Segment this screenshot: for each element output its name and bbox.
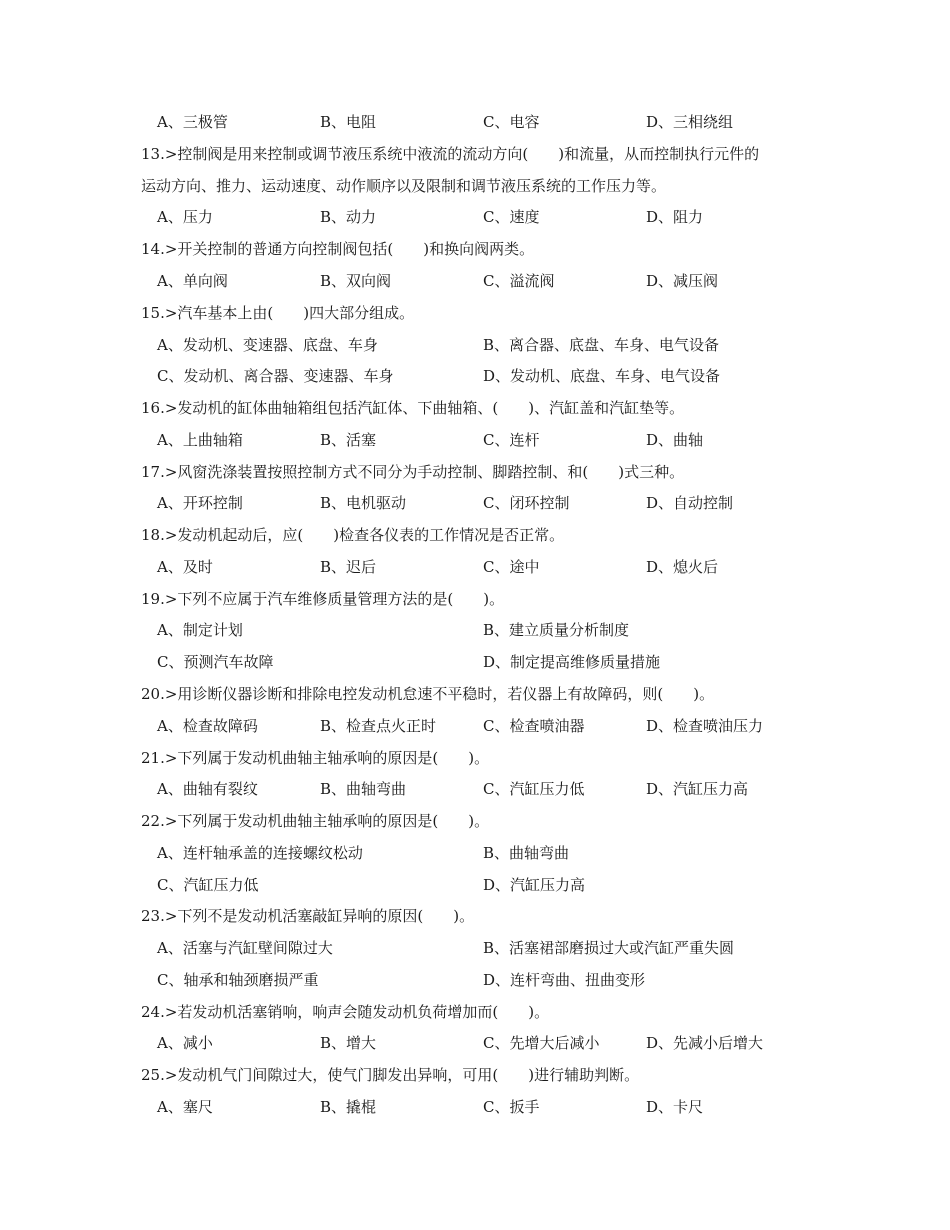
option-a: A、压力 <box>157 208 213 226</box>
question-24: 24.>若发动机活塞销响，响声会随发动机负荷增加而( )。 <box>141 1003 550 1021</box>
option-b: B、活塞裙部磨损过大或汽缸严重失圆 <box>483 939 735 957</box>
option-c: C、电容 <box>483 113 540 131</box>
option-b: B、检查点火正时 <box>320 717 437 735</box>
question-16: 16.>发动机的缸体曲轴箱组包括汽缸体、下曲轴箱、( )、汽缸盖和汽缸垫等。 <box>141 399 685 417</box>
option-b: B、活塞 <box>320 431 377 449</box>
question-15: 15.>汽车基本上由( )四大部分组成。 <box>141 304 415 322</box>
option-b: B、曲轴弯曲 <box>320 780 407 798</box>
option-a: A、发动机、变速器、底盘、车身 <box>157 336 378 354</box>
option-d: D、熄火后 <box>646 558 719 576</box>
option-a: A、曲轴有裂纹 <box>157 780 258 798</box>
option-c: C、检查喷油器 <box>483 717 585 735</box>
option-d: D、卡尺 <box>646 1098 704 1116</box>
option-d: D、三相绕组 <box>646 113 734 131</box>
question-13-continued: 运动方向、推力、运动速度、动作顺序以及限制和调节液压系统的工作压力等。 <box>141 177 667 195</box>
option-c: C、先增大后减小 <box>483 1034 600 1052</box>
option-a: A、检查故障码 <box>157 717 258 735</box>
question-21: 21.>下列属于发动机曲轴主轴承响的原因是( )。 <box>141 749 490 767</box>
option-a: A、开环控制 <box>157 494 243 512</box>
option-a: A、及时 <box>157 558 213 576</box>
option-d: D、制定提高维修质量措施 <box>483 653 661 671</box>
option-a: A、塞尺 <box>157 1098 213 1116</box>
option-d: D、汽缸压力高 <box>646 780 749 798</box>
question-20: 20.>用诊断仪器诊断和排除电控发动机怠速不平稳时，若仪器上有故障码，则( )。 <box>141 685 715 703</box>
option-c: C、预测汽车故障 <box>157 653 274 671</box>
option-d: D、检查喷油压力 <box>646 717 764 735</box>
option-c: C、扳手 <box>483 1098 540 1116</box>
option-a: A、上曲轴箱 <box>157 431 243 449</box>
option-c: C、溢流阀 <box>483 272 555 290</box>
question-17: 17.>风窗洗涤装置按照控制方式不同分为手动控制、脚踏控制、和( )式三种。 <box>141 463 685 481</box>
option-d: D、减压阀 <box>646 272 719 290</box>
option-b: B、增大 <box>320 1034 377 1052</box>
option-c: C、汽缸压力低 <box>157 876 259 894</box>
option-b: B、撬棍 <box>320 1098 377 1116</box>
option-c: C、速度 <box>483 208 540 226</box>
option-b: B、离合器、底盘、车身、电气设备 <box>483 336 720 354</box>
option-d: D、阻力 <box>646 208 704 226</box>
option-d: D、汽缸压力高 <box>483 876 586 894</box>
option-b: B、双向阀 <box>320 272 392 290</box>
option-b: B、电阻 <box>320 113 377 131</box>
question-13: 13.>控制阀是用来控制或调节液压系统中液流的流动方向( )和流量，从而控制执行元件的 <box>141 145 760 163</box>
option-d: D、连杆弯曲、扭曲变形 <box>483 971 646 989</box>
option-c: C、连杆 <box>483 431 540 449</box>
option-a: A、三极管 <box>157 113 228 131</box>
option-b: B、曲轴弯曲 <box>483 844 570 862</box>
option-a: A、活塞与汽缸壁间隙过大 <box>157 939 333 957</box>
question-14: 14.>开关控制的普通方向控制阀包括( )和换向阀两类。 <box>141 240 535 258</box>
option-c: C、汽缸压力低 <box>483 780 585 798</box>
option-b: B、动力 <box>320 208 377 226</box>
option-b: B、迟后 <box>320 558 377 576</box>
option-a: A、减小 <box>157 1034 213 1052</box>
option-a: A、制定计划 <box>157 621 243 639</box>
question-19: 19.>下列不应属于汽车维修质量管理方法的是( )。 <box>141 590 505 608</box>
option-c: C、途中 <box>483 558 540 576</box>
option-c: C、轴承和轴颈磨损严重 <box>157 971 319 989</box>
option-d: D、自动控制 <box>646 494 734 512</box>
option-b: B、建立质量分析制度 <box>483 621 630 639</box>
question-22: 22.>下列属于发动机曲轴主轴承响的原因是( )。 <box>141 812 490 830</box>
option-d: D、发动机、底盘、车身、电气设备 <box>483 367 721 385</box>
option-a: A、连杆轴承盖的连接螺纹松动 <box>157 844 363 862</box>
question-25: 25.>发动机气门间隙过大，使气门脚发出异响，可用( )进行辅助判断。 <box>141 1066 640 1084</box>
option-c: C、闭环控制 <box>483 494 570 512</box>
option-c: C、发动机、离合器、变速器、车身 <box>157 367 394 385</box>
question-18: 18.>发动机起动后，应( )检查各仪表的工作情况是否正常。 <box>141 526 565 544</box>
option-d: D、先减小后增大 <box>646 1034 764 1052</box>
question-23: 23.>下列不是发动机活塞敲缸异响的原因( )。 <box>141 907 475 925</box>
option-a: A、单向阀 <box>157 272 228 290</box>
option-b: B、电机驱动 <box>320 494 407 512</box>
option-d: D、曲轴 <box>646 431 704 449</box>
